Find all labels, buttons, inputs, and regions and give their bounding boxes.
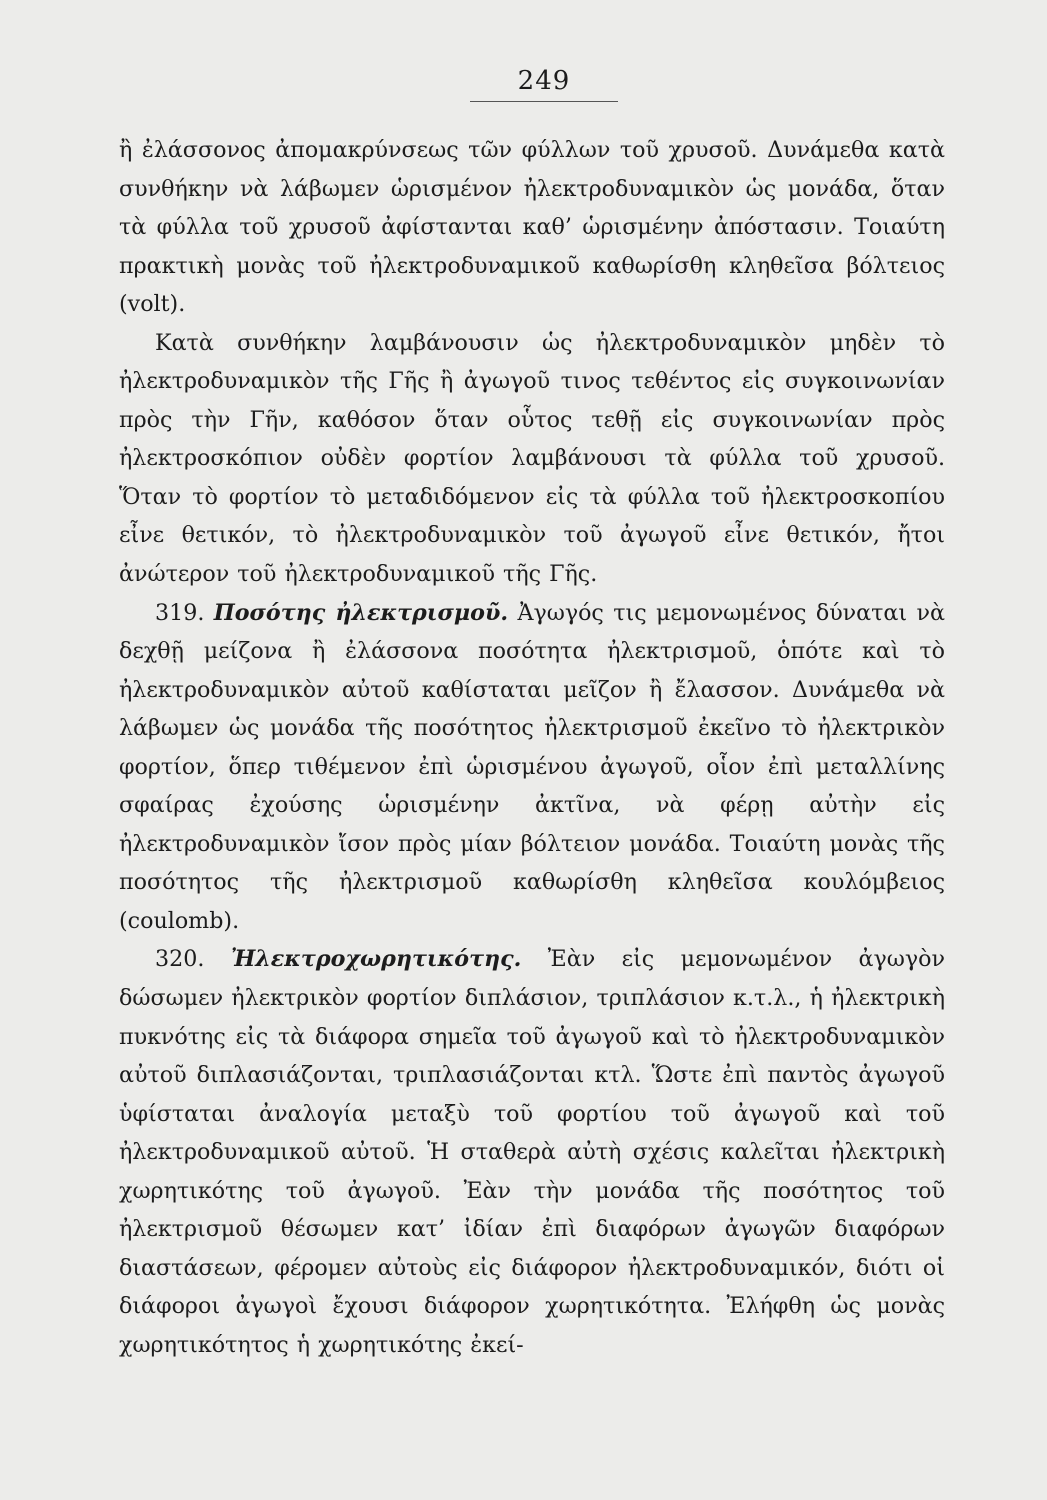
section-319-body: Ἀγωγός τις μεμονωμένος δύναται νὰ δεχθῇ μείζονα ἢ ἐλάσσονα ποσότητα ἠλεκτρισμοῦ, ὁπότε καὶ τὸ ἠλεκτροδυναμικὸν αὐτοῦ καθίσταται μεῖζον ἢ ἔλασσον. Δυνάμεθα νὰ λάβωμεν ὡς μονάδα τῆς ποσότητος ἠλεκτρισμοῦ ἐκεῖνο τὸ ἠλεκτρικὸν φορτίον, ὅπερ τιθέμενον ἐπὶ ὡρισμένου ἀγωγοῦ, οἷον ἐπὶ μεταλλίνης σφαίρας ἐχούσης ὡρισμένην ἀκτῖνα, νὰ φέρῃ αὐτὴν εἰς ἠλεκτροδυναμικὸν ἴσον πρὸς μίαν βόλτειον μονάδα. Τοιαύτη μονὰς τῆς ποσότητος τῆς ἠλεκτρισμοῦ καθωρίσθη κληθεῖσα κουλόμβειος (coulomb). [119,599,945,934]
page-number: 249 [517,66,571,96]
section-320-body: Ἐὰν εἰς μεμονωμένον ἀγωγὸν δώσωμεν ἠλεκτρικὸν φορτίον διπλάσιον, τριπλάσιον κ.τ.λ., ἡ ἠλεκτρικὴ πυκνότης εἰς τὰ διάφορα σημεῖα τοῦ ἀγωγοῦ καὶ τὸ ἠλεκτροδυναμικὸν αὐτοῦ διπλασιάζονται, τριπλασιάζονται κτλ. Ὥστε ἐπὶ παντὸς ἀγωγοῦ ὑφίσταται ἀναλογία μεταξὺ τοῦ φορτίου τοῦ ἀγωγοῦ καὶ τοῦ ἠλεκτροδυναμικοῦ αὐτοῦ. Ἡ σταθερὰ αὐτὴ σχέσις καλεῖται ἠλεκτρικὴ χωρητικότης τοῦ ἀγωγοῦ. Ἐὰν τὴν μονάδα τῆς ποσότητος τοῦ ἠλεκτρισμοῦ θέσωμεν κατ’ ἰδίαν ἐπὶ διαφόρων ἀγωγῶν διαφόρων διαστάσεων, φέρομεν αὐτοὺς εἰς διάφορον ἠλεκτροδυναμικόν, διότι οἱ διάφοροι ἀγωγοὶ ἔχουσι διάφορον χωρητικότητα. Ἐλήφθη ὡς μονὰς χωρητικότητος ἡ χωρητικότης ἐκεί- [119,946,945,1358]
section-319-number: 319. [155,599,205,626]
page-number-rule [470,101,618,102]
paragraph-continued: ἢ ἐλάσσονος ἀπομακρύνσεως τῶν φύλλων τοῦ χρυσοῦ. Δυνάμεθα κατὰ συνθήκην νὰ λάβωμεν ὡρισμένον ἠλεκτροδυναμικὸν ὡς μονάδα, ὅταν τὰ φύλλα τοῦ χρυσοῦ ἀφίστανται καθ’ ὡρισμένην ἀπόστασιν. Τοιαύτη πρακτικὴ μονὰς τοῦ ἠλεκτροδυναμικοῦ καθωρίσθη κληθεῖσα βόλτειος (volt). [119,137,945,318]
paragraph-potential-zero: Κατὰ συνθήκην λαμβάνουσιν ὡς ἠλεκτροδυναμικὸν μηδὲν τὸ ἠλεκτροδυναμικὸν τῆς Γῆς ἢ ἀγωγοῦ τινος τεθέντος εἰς συγκοινωνίαν πρὸς τὴν Γῆν, καθόσον ὅταν οὗτος τεθῇ εἰς συγκοινωνίαν πρὸς ἠλεκτροσκόπιον οὐδὲν φορτίον λαμβάνουσι τὰ φύλλα τοῦ χρυσοῦ. Ὅταν τὸ φορτίον τὸ μεταδιδόμενον εἰς τὰ φύλλα τοῦ ἠλεκτροσκοπίου εἶνε θετικόν, τὸ ἠλεκτροδυναμικὸν τοῦ ἀγωγοῦ εἶνε θετικόν, ἤτοι ἀνώτερον τοῦ ἠλεκτροδυναμικοῦ τῆς Γῆς. [119,329,945,588]
body-text [119,131,945,1365]
section-320-number: 320. [155,946,205,973]
section-319-title: Ποσότης ἠλεκτρισμοῦ. [213,599,509,626]
section-320-title: Ἠλεκτροχωρητικότης. [230,946,522,973]
section-320 [119,940,945,1364]
section-319 [119,594,945,941]
